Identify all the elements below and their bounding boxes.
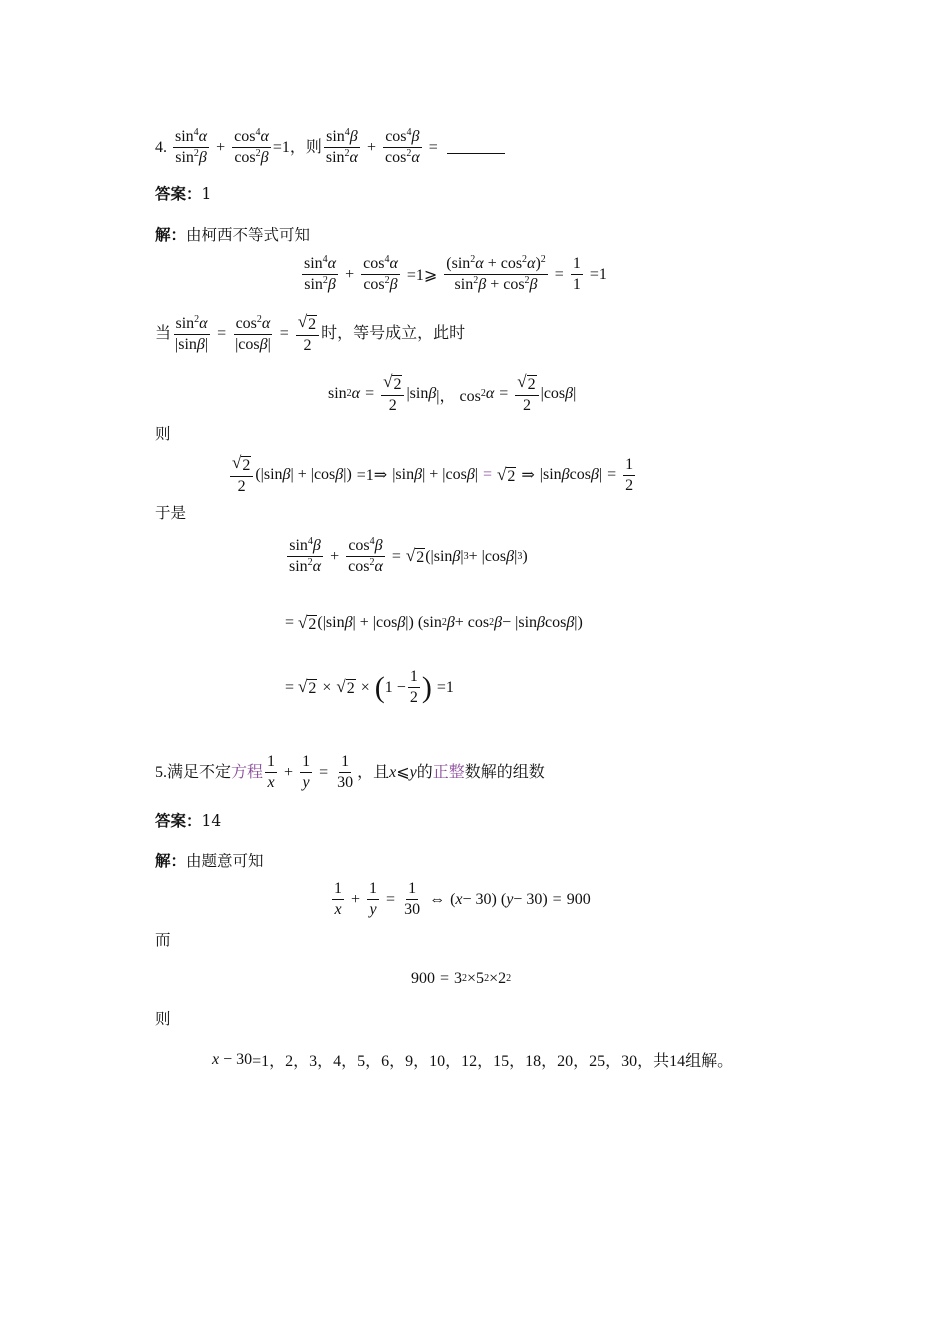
values-list: =1，2，3，4，5，6，9，10，12，15，18，20，25，30，共14组解。 (252, 1053, 734, 1070)
solution-line (155, 225, 310, 245)
then-text (155, 424, 171, 444)
er-label: 而 (155, 931, 171, 949)
solution-intro: 由柯西不等式可知 (186, 226, 311, 244)
sum-derivation: √ 2 2 (|sin β | + |cos β |) =1⇒ |sin β | + |cos β | = √ 2 ⇒ |sin β cos β | = $\frac{1}{2}$ (232, 453, 634, 495)
answer-label: 答案： (155, 811, 202, 830)
question-text-5: 正整 (432, 763, 465, 781)
answer-value: 1 (201, 185, 212, 203)
then-label: 则 (155, 425, 171, 443)
er-text (155, 930, 171, 950)
question-text-2: 方程 (231, 763, 264, 781)
question-text-4: 的 (416, 763, 433, 781)
hence-label: 于是 (155, 504, 187, 522)
condition-text: =1，则 (272, 138, 322, 156)
problem-number: 5. (155, 763, 167, 781)
question-text-1: 满足不定 (167, 763, 232, 781)
fraction: $\frac{\cos^4\alpha}{\cos^2\beta}$ (234, 127, 269, 166)
solution-intro: 由题意可知 (186, 852, 264, 870)
solution-values: x − 30 =1，2，3，4，5，6，9，10，12，15，18，20，25，30，共14组解。 (212, 1048, 733, 1071)
when-text: 当 (155, 325, 172, 342)
answer-value: 14 (201, 812, 222, 830)
final-step-2: = √ 2 (|sin β | + |cos β |) (sin 2 β + cos 2 β − |sin β cos β |) (285, 612, 583, 633)
problem-5-question: 5. 满足不定 方程 $\frac{1}{x}$ + $\frac{1}{y}$ = $\frac{1}{30}$ ，且 x ⩽ y 的 正整 数解的组数 (155, 753, 545, 791)
fraction: $\frac{\sin^4\alpha}{\sin^2\beta}$ (175, 127, 208, 166)
equals-sign: = (428, 138, 438, 156)
solution-line (155, 851, 264, 871)
solution-label: 解： (155, 851, 187, 870)
question-text-6: 数解的组数 (464, 763, 545, 781)
problem-4-question: 4. $\frac{\sin^4\alpha}{\sin^2\beta}$ + $\frac{\cos^4\alpha}{\cos^2\beta}$ =1，则 $\frac{\sin^4\beta}{\sin^2\alpha}$ + $\frac{\cos^4\beta}{\cos^2\alpha}$ = (155, 128, 505, 167)
sin-cos-values: sin 2 α = √ 2 2 |sin β |， cos 2 α = √ 2 2 |cos β | (328, 372, 577, 414)
equality-condition: 当 $\frac{\sin^2\alpha}{|\sin\beta|}$ = $\frac{\cos^2\alpha}{|\cos\beta|}$ = √ 2 2 时，等号成立，此时 (155, 312, 466, 354)
then-text (155, 1009, 171, 1029)
answer-line (155, 184, 211, 204)
hence-text (155, 503, 186, 523)
equation-transform: $\frac{1}{x}$ + $\frac{1}{y}$ = $\frac{1}{30}$ ⇔ ( x − 30) ( y − 30) = 900 (334, 880, 591, 918)
final-step-3: = √ 2 × √ 2 × ( 1 − $\frac{1}{2}$ ) =1 (285, 668, 454, 706)
fraction: $\frac{\sin^4\beta}{\sin^2\alpha}$ (325, 127, 358, 166)
factorization: 900 = 3 2 ×5 2 ×2 2 (411, 970, 512, 987)
fraction: $\frac{\cos^4\beta}{\cos^2\alpha}$ (384, 127, 420, 166)
equality-text: 时，等号成立，此时 (321, 325, 466, 342)
then-label: 则 (155, 1010, 171, 1028)
cauchy-inequality: $\frac{\sin^4\alpha}{\sin^2\beta}$ + $\frac{\cos^4\alpha}{\cos^2\beta}$ =1⩾ $\frac{(\sin^2\alpha + \cos^2\alpha)^2}{\sin^2\beta + \cos^2\beta}$ = $\frac{1}{1}$ =1 (304, 254, 607, 293)
answer-label: 答案： (155, 184, 202, 203)
problem-number: 4. (155, 138, 167, 156)
answer-line (155, 811, 221, 831)
answer-blank (447, 141, 505, 154)
final-step-1: $\frac{\sin^4\beta}{\sin^2\alpha}$ + $\frac{\cos^4\beta}{\cos^2\alpha}$ = √ 2 (|sin β | 3 + |cos β | 3 ) (289, 536, 528, 575)
question-text-3: ，且 (357, 763, 390, 781)
solution-label: 解： (155, 225, 187, 244)
